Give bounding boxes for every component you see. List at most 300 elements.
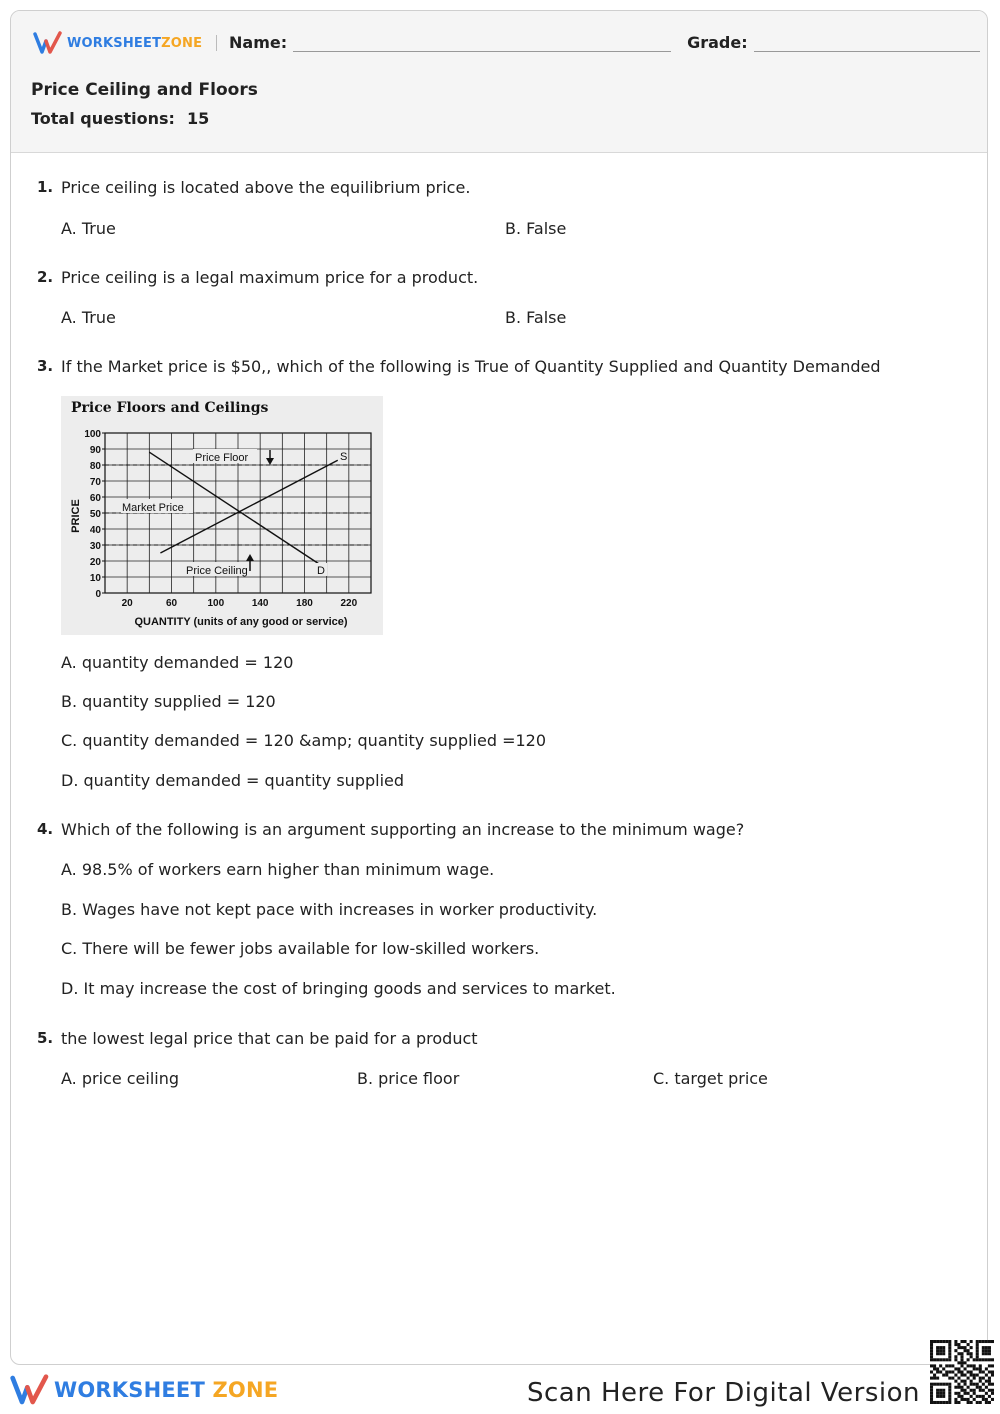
qr-module — [988, 1377, 991, 1380]
qr-module — [976, 1349, 979, 1352]
qr-module — [991, 1389, 994, 1392]
qr-module — [973, 1367, 976, 1370]
qr-module — [933, 1374, 936, 1377]
qr-module — [967, 1398, 970, 1401]
option-a[interactable]: A. quantity demanded = 120 — [61, 653, 294, 672]
qr-module — [948, 1398, 951, 1401]
qr-module — [982, 1352, 985, 1355]
price-floors-ceilings-chart — [61, 396, 383, 635]
worksheet-header — [11, 11, 987, 153]
option-a[interactable]: A. price ceiling — [61, 1069, 180, 1088]
qr-module — [936, 1389, 939, 1392]
question-number: 1. — [37, 178, 54, 196]
y-tick-label: 80 — [89, 461, 101, 472]
qr-module — [982, 1346, 985, 1349]
qr-module — [936, 1352, 939, 1355]
x-tick-label: 140 — [251, 598, 269, 609]
qr-module — [933, 1358, 936, 1361]
qr-module — [957, 1392, 960, 1395]
qr-module — [982, 1358, 985, 1361]
option-a[interactable]: A. True — [61, 308, 116, 327]
qr-module — [988, 1370, 991, 1373]
qr-module — [948, 1352, 951, 1355]
brand-divider — [216, 35, 217, 51]
qr-module — [954, 1358, 957, 1361]
qr-module — [976, 1374, 979, 1377]
qr-module — [945, 1358, 948, 1361]
qr-module — [970, 1389, 973, 1392]
qr-module — [970, 1380, 973, 1383]
qr-module — [960, 1364, 963, 1367]
label-price-floor — [193, 449, 257, 464]
option-a[interactable]: A. 98.5% of workers earn higher than minimum wage. — [61, 860, 495, 879]
qr-module — [973, 1389, 976, 1392]
qr-module — [936, 1392, 939, 1395]
qr-module — [954, 1340, 957, 1343]
qr-module — [982, 1340, 985, 1343]
qr-module — [945, 1401, 948, 1404]
qr-module — [960, 1398, 963, 1401]
qr-module — [945, 1374, 948, 1377]
qr-module — [976, 1346, 979, 1349]
qr-module — [936, 1367, 939, 1370]
qr-module — [942, 1383, 945, 1386]
qr-module — [960, 1355, 963, 1358]
qr-module — [942, 1374, 945, 1377]
qr-module — [957, 1401, 960, 1404]
qr-module — [936, 1346, 939, 1349]
qr-module — [985, 1367, 988, 1370]
qr-module — [988, 1395, 991, 1398]
qr-module — [979, 1395, 982, 1398]
question-number: 4. — [37, 820, 54, 838]
qr-module — [939, 1346, 942, 1349]
y-tick-label: 60 — [89, 493, 101, 504]
qr-module — [936, 1377, 939, 1380]
qr-module — [939, 1352, 942, 1355]
worksheet-page — [10, 10, 988, 1365]
qr-module — [985, 1398, 988, 1401]
grade-label: Grade: — [687, 33, 748, 52]
qr-module — [954, 1380, 957, 1383]
option-a[interactable]: A. True — [61, 219, 116, 238]
qr-module — [930, 1364, 933, 1367]
qr-module — [976, 1355, 979, 1358]
qr-module — [976, 1395, 979, 1398]
qr-module — [954, 1343, 957, 1346]
qr-module — [991, 1370, 994, 1373]
qr-module — [982, 1398, 985, 1401]
grade-field[interactable] — [754, 37, 980, 52]
qr-module — [945, 1383, 948, 1386]
qr-module — [951, 1377, 954, 1380]
qr-module — [939, 1370, 942, 1373]
qr-module — [991, 1374, 994, 1377]
qr-module — [945, 1340, 948, 1343]
qr-module — [957, 1346, 960, 1349]
qr-module — [985, 1358, 988, 1361]
total-questions-value: 15 — [186, 109, 210, 128]
qr-module — [973, 1358, 976, 1361]
x-tick-label: 180 — [296, 598, 313, 609]
qr-module — [979, 1380, 982, 1383]
qr-module — [948, 1364, 951, 1367]
qr-module — [985, 1380, 988, 1383]
qr-module — [942, 1367, 945, 1370]
qr-module — [976, 1401, 979, 1404]
qr-module — [976, 1352, 979, 1355]
qr-module — [976, 1340, 979, 1343]
qr-module — [991, 1392, 994, 1395]
option-b[interactable]: B. price floor — [357, 1069, 460, 1088]
qr-module — [964, 1367, 967, 1370]
qr-module — [954, 1386, 957, 1389]
question-number: 5. — [37, 1029, 54, 1047]
qr-module — [973, 1383, 976, 1386]
qr-module — [970, 1340, 973, 1343]
qr-module — [982, 1383, 985, 1386]
qr-module — [954, 1374, 957, 1377]
qr-module — [930, 1386, 933, 1389]
qr-module — [964, 1374, 967, 1377]
qr-module — [939, 1392, 942, 1395]
x-tick-label: 220 — [340, 598, 358, 609]
qr-module — [933, 1367, 936, 1370]
qr-module — [991, 1364, 994, 1367]
demand-curve-label: D — [317, 565, 325, 577]
x-tick-labels — [122, 598, 358, 609]
qr-module — [954, 1367, 957, 1370]
qr-module — [936, 1340, 939, 1343]
qr-module — [973, 1392, 976, 1395]
qr-module — [982, 1395, 985, 1398]
total-questions — [31, 109, 209, 128]
option-c[interactable]: C. There will be fewer jobs available for low-skilled workers. — [61, 939, 540, 958]
qr-module — [991, 1383, 994, 1386]
option-c[interactable]: C. quantity demanded = 120 &amp; quantity supplied =120 — [61, 731, 547, 750]
qr-module — [988, 1340, 991, 1343]
qr-module — [942, 1392, 945, 1395]
qr-module — [948, 1401, 951, 1404]
qr-module — [957, 1343, 960, 1346]
y-tick-label: 40 — [89, 525, 101, 536]
qr-module — [970, 1364, 973, 1367]
qr-module — [985, 1392, 988, 1395]
qr-module — [985, 1401, 988, 1404]
qr-module — [948, 1355, 951, 1358]
qr-module — [973, 1364, 976, 1367]
y-tick-labels — [84, 429, 105, 600]
qr-module — [964, 1380, 967, 1383]
qr-module — [960, 1358, 963, 1361]
qr-module — [967, 1401, 970, 1404]
qr-module — [930, 1343, 933, 1346]
option-d[interactable]: D. It may increase the cost of bringing goods and services to market. — [61, 979, 616, 998]
qr-module — [942, 1395, 945, 1398]
option-b[interactable]: B. False — [505, 219, 567, 238]
qr-module — [960, 1374, 963, 1377]
qr-module — [982, 1377, 985, 1380]
qr-module — [970, 1395, 973, 1398]
qr-module — [988, 1352, 991, 1355]
qr-module — [930, 1395, 933, 1398]
qr-module — [967, 1343, 970, 1346]
y-tick-label: 20 — [89, 557, 101, 568]
qr-module — [985, 1386, 988, 1389]
qr-module — [970, 1346, 973, 1349]
qr-module — [988, 1346, 991, 1349]
qr-module — [967, 1370, 970, 1373]
qr-module — [957, 1383, 960, 1386]
qr-module — [967, 1377, 970, 1380]
qr-module — [973, 1374, 976, 1377]
qr-module — [948, 1377, 951, 1380]
qr-module — [988, 1383, 991, 1386]
qr-module — [957, 1395, 960, 1398]
qr-module — [960, 1395, 963, 1398]
qr-module — [967, 1364, 970, 1367]
qr-module — [945, 1370, 948, 1373]
qr-module — [939, 1364, 942, 1367]
x-tick-label: 20 — [121, 598, 133, 609]
name-grade-row — [229, 33, 980, 52]
qr-module — [942, 1389, 945, 1392]
qr-module — [957, 1352, 960, 1355]
qr-module — [991, 1358, 994, 1361]
qr-module — [948, 1386, 951, 1389]
name-field[interactable] — [293, 37, 671, 52]
qr-module — [939, 1358, 942, 1361]
option-b[interactable]: B. Wages have not kept pace with increases in worker productivity. — [61, 900, 598, 919]
qr-module — [936, 1395, 939, 1398]
y-tick-label: 10 — [89, 573, 101, 584]
worksheet-zone-logo-icon — [33, 31, 63, 55]
header-brand — [33, 31, 231, 55]
qr-module — [964, 1398, 967, 1401]
qr-module — [930, 1352, 933, 1355]
qr-module — [930, 1355, 933, 1358]
qr-module — [985, 1346, 988, 1349]
qr-module — [948, 1343, 951, 1346]
qr-module — [954, 1349, 957, 1352]
y-axis-label: PRICE — [70, 499, 82, 533]
qr-module — [951, 1370, 954, 1373]
qr-module — [976, 1367, 979, 1370]
question-number: 2. — [37, 268, 54, 286]
qr-module — [930, 1349, 933, 1352]
label-price-ceiling — [185, 562, 257, 577]
qr-module — [970, 1355, 973, 1358]
qr-module — [979, 1358, 982, 1361]
qr-module — [930, 1389, 933, 1392]
question-text: Price ceiling is a legal maximum price for a product. — [61, 268, 479, 287]
qr-module — [979, 1364, 982, 1367]
qr-module — [936, 1383, 939, 1386]
qr-module — [964, 1340, 967, 1343]
qr-code-icon[interactable] — [930, 1340, 994, 1404]
qr-module — [967, 1349, 970, 1352]
qr-module — [948, 1392, 951, 1395]
qr-module — [942, 1346, 945, 1349]
label-market-price — [121, 499, 193, 514]
qr-module — [948, 1340, 951, 1343]
qr-module — [948, 1383, 951, 1386]
qr-module — [939, 1401, 942, 1404]
chart-svg — [61, 396, 383, 635]
qr-module — [951, 1364, 954, 1367]
total-questions-label: Total questions: — [31, 109, 175, 128]
page-footer — [0, 1366, 1000, 1414]
qr-module — [930, 1398, 933, 1401]
qr-module — [942, 1349, 945, 1352]
qr-module — [970, 1401, 973, 1404]
qr-module — [988, 1364, 991, 1367]
qr-module — [933, 1340, 936, 1343]
qr-module — [964, 1383, 967, 1386]
qr-module — [954, 1401, 957, 1404]
brand-name: WORKSHEETZONE — [67, 35, 203, 51]
qr-module — [964, 1389, 967, 1392]
qr-module — [942, 1358, 945, 1361]
price-floor-arrow-icon — [266, 450, 274, 465]
qr-module — [988, 1358, 991, 1361]
question-text: the lowest legal price that can be paid for a product — [61, 1029, 478, 1048]
qr-module — [948, 1395, 951, 1398]
qr-module — [948, 1349, 951, 1352]
qr-module — [964, 1361, 967, 1364]
price-floor-label: Price Floor — [195, 452, 249, 464]
qr-module — [982, 1370, 985, 1373]
qr-module — [988, 1389, 991, 1392]
x-tick-label: 60 — [165, 598, 178, 609]
qr-module — [960, 1389, 963, 1392]
qr-module — [942, 1401, 945, 1404]
qr-module — [960, 1340, 963, 1343]
y-tick-label: 0 — [95, 589, 101, 600]
qr-module — [960, 1386, 963, 1389]
chart-title: Price Floors and Ceilings — [71, 400, 269, 416]
option-b[interactable]: B. False — [505, 308, 567, 327]
y-tick-label: 30 — [89, 541, 101, 552]
qr-module — [936, 1349, 939, 1352]
y-tick-label: 100 — [84, 429, 101, 440]
qr-module — [957, 1377, 960, 1380]
qr-module — [964, 1349, 967, 1352]
footer-brand — [10, 1374, 278, 1406]
qr-module — [988, 1349, 991, 1352]
qr-module — [939, 1340, 942, 1343]
option-d[interactable]: D. quantity demanded = quantity supplied — [61, 771, 405, 790]
qr-module — [985, 1349, 988, 1352]
qr-module — [976, 1343, 979, 1346]
qr-module — [982, 1349, 985, 1352]
name-label: Name: — [229, 33, 288, 52]
qr-module — [979, 1377, 982, 1380]
qr-module — [930, 1377, 933, 1380]
question-text: Price ceiling is located above the equilibrium price. — [61, 178, 471, 197]
qr-module — [942, 1340, 945, 1343]
y-tick-label: 50 — [89, 509, 101, 520]
qr-module — [979, 1340, 982, 1343]
qr-module — [945, 1364, 948, 1367]
qr-module — [948, 1346, 951, 1349]
qr-module — [933, 1401, 936, 1404]
qr-module — [957, 1367, 960, 1370]
qr-module — [948, 1389, 951, 1392]
option-c[interactable]: C. target price — [653, 1069, 768, 1088]
price-ceiling-label: Price Ceiling — [186, 565, 248, 577]
qr-module — [930, 1340, 933, 1343]
qr-module — [957, 1370, 960, 1373]
qr-module — [979, 1386, 982, 1389]
worksheet-zone-logo-icon — [10, 1374, 50, 1406]
question-number: 3. — [37, 357, 54, 375]
qr-module — [960, 1380, 963, 1383]
qr-module — [936, 1401, 939, 1404]
qr-module — [964, 1392, 967, 1395]
qr-module — [979, 1401, 982, 1404]
y-tick-label: 90 — [89, 445, 101, 456]
qr-module — [964, 1346, 967, 1349]
qr-module — [930, 1383, 933, 1386]
scan-text: Scan Here For Digital Version — [527, 1378, 920, 1408]
qr-module — [930, 1401, 933, 1404]
qr-module — [939, 1383, 942, 1386]
qr-module — [954, 1398, 957, 1401]
qr-module — [933, 1377, 936, 1380]
qr-module — [936, 1370, 939, 1373]
qr-module — [985, 1340, 988, 1343]
qr-module — [933, 1364, 936, 1367]
qr-module — [976, 1358, 979, 1361]
qr-module — [979, 1367, 982, 1370]
x-axis-label: QUANTITY (units of any good or service) — [134, 616, 348, 628]
qr-module — [939, 1349, 942, 1352]
qr-module — [939, 1395, 942, 1398]
qr-module — [973, 1377, 976, 1380]
qr-module — [954, 1355, 957, 1358]
qr-module — [948, 1358, 951, 1361]
qr-module — [967, 1386, 970, 1389]
qr-module — [942, 1352, 945, 1355]
qr-module — [970, 1370, 973, 1373]
qr-module — [979, 1370, 982, 1373]
qr-module — [973, 1398, 976, 1401]
qr-module — [967, 1352, 970, 1355]
qr-module — [930, 1370, 933, 1373]
y-tick-label: 70 — [89, 477, 101, 488]
supply-curve-label: S — [340, 451, 348, 463]
qr-module — [960, 1352, 963, 1355]
option-b[interactable]: B. quantity supplied = 120 — [61, 692, 276, 711]
qr-module — [957, 1386, 960, 1389]
qr-module — [930, 1358, 933, 1361]
qr-module — [936, 1358, 939, 1361]
worksheet-title: Price Ceiling and Floors — [31, 80, 258, 100]
qr-module — [985, 1374, 988, 1377]
qr-module — [970, 1374, 973, 1377]
qr-module — [930, 1346, 933, 1349]
question-text: Which of the following is an argument supporting an increase to the minimum wage? — [61, 820, 745, 839]
qr-module — [991, 1340, 994, 1343]
qr-module — [976, 1383, 979, 1386]
qr-module — [988, 1401, 991, 1404]
qr-module — [976, 1386, 979, 1389]
qr-module — [954, 1392, 957, 1395]
qr-module — [939, 1389, 942, 1392]
qr-module — [967, 1392, 970, 1395]
qr-module — [948, 1370, 951, 1373]
